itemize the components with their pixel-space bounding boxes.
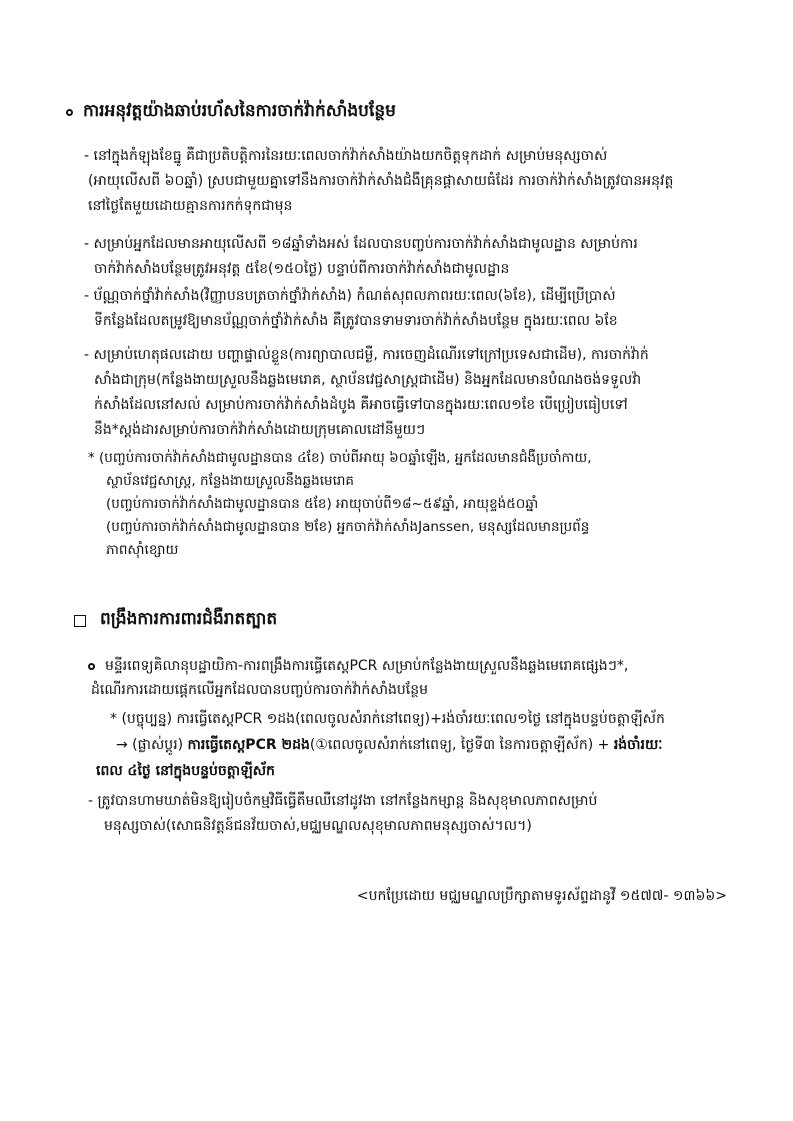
- bullet-icon: [66, 109, 73, 116]
- section2-paragraph: [88, 789, 597, 839]
- section1-heading: [66, 100, 396, 125]
- section1-paragraph-3: [84, 284, 618, 334]
- text-line: - សម្រាប់ហេតុផលដោយ បញ្ហាផ្ទាល់ខ្លួន(ការព្យាបាលជម្ងឺ, ការចេញដំណើរទៅក្រៅប្រទេសជាដើម), ការចាក់វ៉ាក់: [84, 347, 649, 363]
- section1-paragraph-1: [84, 144, 673, 219]
- text-line: - នៅក្នុងកំឡុងខែធ្នូ គឺជាប្រតិបត្តិការនៃរយៈពេលចាក់វ៉ាក់សាំងយ៉ាងយកចិត្តទុកដាក់ សម្រាប់មនុស្សចាស់: [84, 148, 608, 164]
- text-line: នៅថ្ងៃតែមួយដោយគ្មានការកក់ទុកជាមុន: [88, 198, 293, 214]
- text-line: - ប័ណ្ណចាក់ថ្នាំវ៉ាក់សាំង(វិញ្ញាបនបត្រចាក់ថ្នាំវ៉ាក់សាំង) កំណត់សុពលភាពរយៈពេល(៦ខែ), ដើម្បីប្រើប្រាស់: [84, 288, 616, 304]
- note-emphasis: រង់ចាំរយៈ: [613, 737, 663, 753]
- bullet-icon: [88, 663, 95, 670]
- text-line: ទីកន្លែងដែលតម្រូវឱ្យមានប័ណ្ណចាក់ថ្នាំវ៉ាក់សាំង គឺត្រូវបានទាមទារចាក់វ៉ាក់សាំងបន្ថែម ក្នុងរយៈពេល ៦ខែ: [94, 313, 618, 329]
- text-line: ចាក់វ៉ាក់សាំងបន្ថែមត្រូវអនុវត្ត ៥ខែ(១៥០ថ្ងៃ) បន្ទាប់ពីការចាក់វ៉ាក់សាំងជាមូលដ្ឋាន: [94, 261, 510, 277]
- section2-title: ពង្រឹងការការពារជំងឺរាតត្បាត: [100, 609, 278, 629]
- note-line: (បញ្ចប់ការចាក់វ៉ាក់សាំងជាមូលដ្ឋានបាន ៥ខែ) អាយុចាប់ពី១៨~៥៩ឆ្នាំ, អាយុខ្ទង់៥០ឆ្នាំ: [106, 496, 539, 512]
- note-text: (①ពេលចូលសំរាក់នៅពេទ្យ, ថ្ងៃទី៣ នៃការចត្តាឡីស័ក) +: [309, 737, 614, 753]
- text-line: មនុស្សចាស់(សោធនិវត្តន៍ជនវ័យចាស់,មជ្ឈមណ្ឌលសុខុមាលភាពមនុស្សចាស់។ល។): [104, 818, 532, 834]
- text-line: - ត្រូវបានហាមឃាត់មិនឱ្យរៀបចំកម្មវិធីធ្វើតឹមឈឺនៅដូវងា នៅកន្លែងកម្សាន្ត និងសុខុមាលភាពសម្រាប់: [88, 793, 598, 809]
- note-line: * (បញ្ចប់ការចាក់វ៉ាក់សាំងជាមូលដ្ឋានបាន ៤ខែ) ចាប់ពីអាយុ ៦០ឆ្នាំឡើង, អ្នកដែលមានជំងឺប្រចាំកាយ,: [88, 450, 592, 466]
- note-text: → (ផ្លាស់ប្តូរ): [116, 737, 188, 753]
- text-line: មន្ទីរពេទ្យគិលានុបដ្ឋាយិកា-ការពង្រឹងការធ្វើតេស្តPCR សម្រាប់កន្លែងងាយស្រួលនឹងឆ្លងមេរោគផ្សេងៗ*,: [105, 658, 629, 674]
- note-line: ស្ថាប័នវេជ្ជសាស្ត្រ, កន្លែងងាយស្រួលនឹងឆ្លងមេរោគ: [106, 473, 354, 489]
- section2-bullet: [88, 654, 628, 702]
- section1-title: ការអនុវត្តយ៉ាងឆាប់រហ័សនៃការចាក់វ៉ាក់សាំងបន្ថែម: [83, 101, 396, 121]
- text-line: សាំងជាក្រុម(កន្លែងងាយស្រួលនឹងឆ្លងមេរោគ, ស្ថាប័នវេជ្ជសាស្ត្រជាដើម) និងអ្នកដែលមានបំណងចង់ទទួលវ៉ា: [94, 372, 642, 388]
- note-emphasis: ការធ្វើតេស្តPCR ២ដង: [187, 737, 310, 753]
- checkbox-square-icon: [74, 615, 86, 627]
- note-line: * (បច្ចុប្បន្ន) ការធ្វើតេស្តPCR ១ដង(ពេលចូលសំរាក់នៅពេទ្យ)+រង់ចាំរយៈពេល១ថ្ងៃ នៅក្នុងបន្ទប់ចត្តាឡីស័ក: [110, 711, 665, 727]
- text-line: ក់សាំងដែលនៅសល់ សម្រាប់ការចាក់វ៉ាក់សាំងដំបូង គឺអាចធ្វើទៅបានក្នុងរយៈពេល១ខែ បើប្រៀបធៀបទៅ: [94, 397, 628, 413]
- note-emphasis: ពេល ៤ថ្ងៃ នៅក្នុងបន្ទប់ចត្តាឡីស័ក: [96, 763, 275, 779]
- text-line: - សម្រាប់អ្នកដែលមានអាយុលើសពី ១៨ឆ្នាំទាំងអស់ ដែលបានបញ្ចប់ការចាក់វ៉ាក់សាំងជាមូលដ្ឋាន សម្រាប់ការ: [84, 236, 638, 252]
- note-line: (បញ្ចប់ការចាក់វ៉ាក់សាំងជាមូលដ្ឋានបាន ២ខែ) អ្នកចាក់វ៉ាក់សាំងJanssen, មនុស្សដែលមានប្រព័ន្ធ: [106, 519, 590, 535]
- section1-paragraph-4: [84, 343, 649, 443]
- text-line: (អាយុលើសពី ៦០ឆ្នាំ) ស្របជាមួយគ្នាទៅនឹងការចាក់វ៉ាក់សាំងជំងឺគ្រុនផ្តាសាយធំដែរ ការចាក់វ៉ាក់សាំងត្រូវបានអនុវត្ត: [88, 173, 674, 189]
- section1-paragraph-2: [84, 232, 638, 282]
- section1-note: [88, 447, 592, 562]
- text-line: នឹង*ស្តង់ដារសម្រាប់ការចាក់វ៉ាក់សាំងដោយក្រុមគោលដៅនីមួយៗ: [94, 422, 426, 438]
- note-line: ភាពស៊ាំខ្សោយ: [106, 542, 179, 558]
- section2-note: [96, 706, 665, 784]
- translation-credit: <បកប្រែដោយ មជ្ឈមណ្ឌលប្រឹក្សាតាមទូរស័ព្ទដានូវី ១៥៧៧- ១៣៦៦>: [356, 888, 727, 904]
- text-line: ដំណើរការដោយផ្តេកលើអ្នកដែលបានបញ្ចប់ការចាក់វ៉ាក់សាំងបន្ថែម: [91, 682, 429, 698]
- section2-heading: [74, 608, 277, 633]
